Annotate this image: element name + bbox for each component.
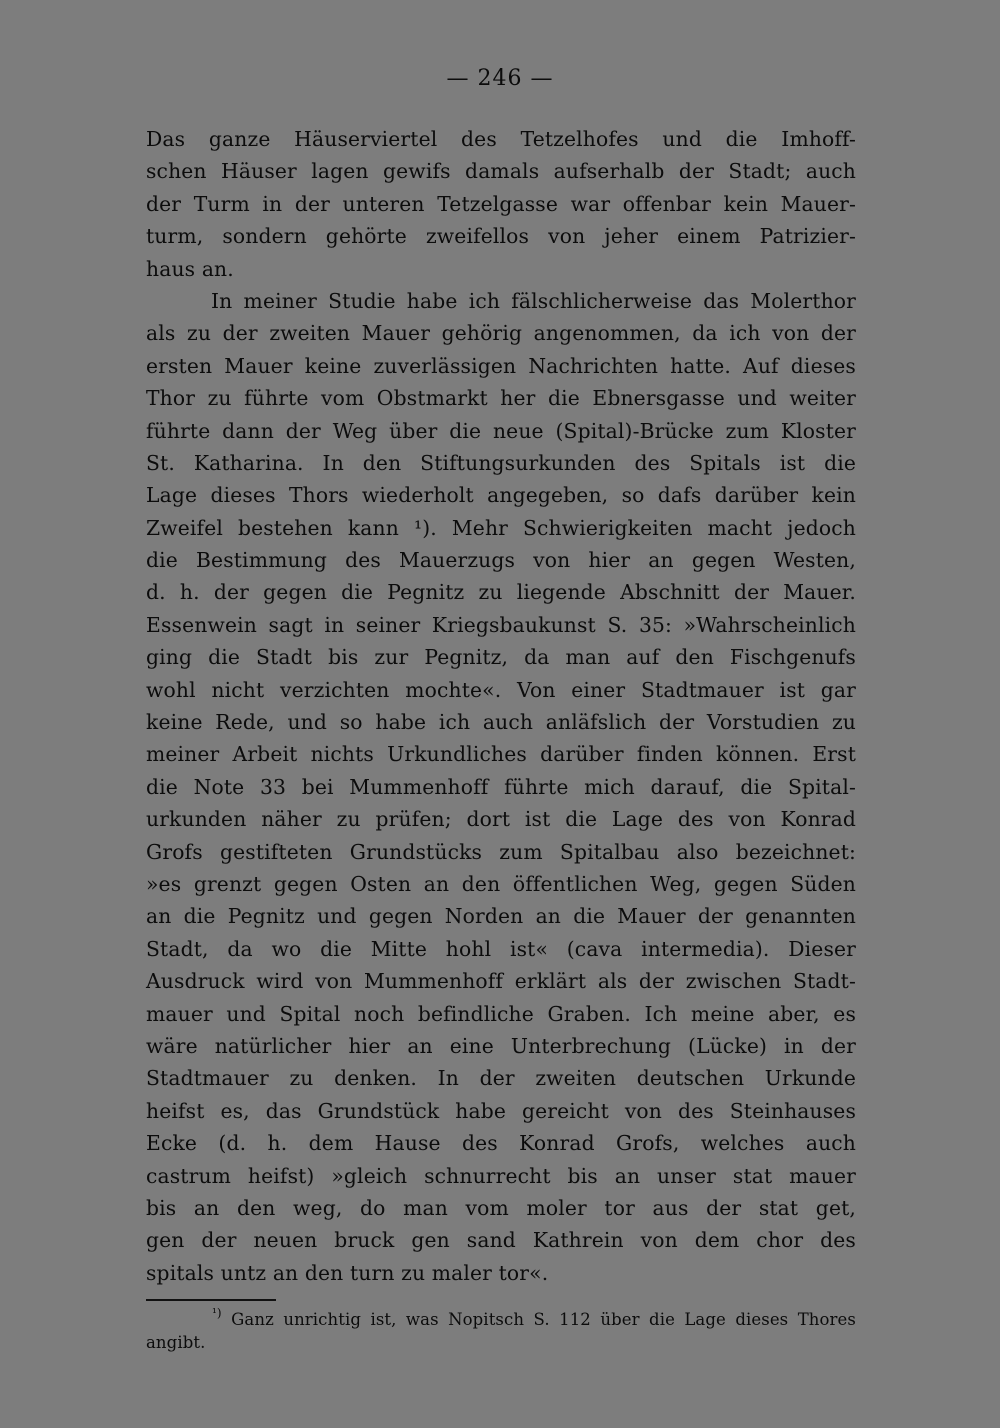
- footnote-marker: ¹): [212, 1305, 222, 1320]
- footnote-line: angibt.: [146, 1333, 206, 1352]
- text-line: meiner Arbeit nichts Urkundliches darüber finden können. Erst: [146, 742, 856, 767]
- text-line: die Bestimmung des Mauerzugs von hier an gegen Westen,: [146, 548, 856, 573]
- body-text: [146, 123, 856, 1289]
- text-line: heifst es, das Grundstück habe gereicht von des Steinhauses: [146, 1098, 856, 1123]
- text-line: wäre natürlicher hier an eine Unterbrechung (Lücke) in der: [146, 1033, 856, 1058]
- text-line: bis an den weg, do man vom moler tor aus der stat get,: [146, 1195, 856, 1220]
- text-line: ersten Mauer keine zuverlässigen Nachrichten hatte. Auf dieses: [146, 353, 856, 378]
- text-line: In meiner Studie habe ich fälschlicherweise das Molerthor: [211, 288, 856, 313]
- text-line: Grofs gestifteten Grundstücks zum Spitalbau also bezeichnet:: [146, 839, 856, 864]
- text-line: Zweifel bestehen kann ¹). Mehr Schwierigkeiten macht jedoch: [146, 515, 856, 540]
- text-line: an die Pegnitz und gegen Norden an die Mauer der genannten: [146, 904, 856, 929]
- text-line: mauer und Spital noch befindliche Graben. Ich meine aber, es: [146, 1001, 856, 1026]
- footnote-text: Ganz unrichtig ist, was Nopitsch S. 112 über die Lage dieses Thores: [231, 1310, 856, 1329]
- footnote-line: [146, 1305, 856, 1331]
- text-line: Ausdruck wird von Mummenhoff erklärt als der zwischen Stadt-: [146, 969, 856, 994]
- text-line: wohl nicht verzichten mochte«. Von einer Stadtmauer ist gar: [146, 677, 856, 702]
- text-line: Essenwein sagt in seiner Kriegsbaukunst S. 35: »Wahrscheinlich: [146, 612, 856, 637]
- text-line: die Note 33 bei Mummenhoff führte mich darauf, die Spital-: [146, 774, 856, 799]
- text-line: castrum heifst) »gleich schnurrecht bis an unser stat mauer: [146, 1163, 856, 1188]
- text-line: schen Häuser lagen gewifs damals aufserhalb der Stadt; auch: [146, 159, 856, 184]
- text-line: als zu der zweiten Mauer gehörig angenommen, da ich von der: [146, 321, 856, 346]
- text-line: gen der neuen bruck gen sand Kathrein von dem chor des: [146, 1228, 856, 1253]
- text-line: spitals untz an den turn zu maler tor«.: [146, 1260, 549, 1285]
- text-line: der Turm in der unteren Tetzelgasse war offenbar kein Mauer-: [146, 191, 856, 216]
- text-line: Das ganze Häuserviertel des Tetzelhofes und die Imhoff-: [146, 127, 856, 151]
- text-line: turm, sondern gehörte zweifellos von jeher einem Patrizier-: [146, 224, 856, 249]
- text-line: Lage dieses Thors wiederholt angegeben, so dafs darüber kein: [146, 483, 856, 508]
- text-line: St. Katharina. In den Stiftungsurkunden des Spitals ist die: [146, 450, 856, 475]
- text-line: führte dann der Weg über die neue (Spital)-Brücke zum Kloster: [146, 418, 856, 443]
- text-line: Thor zu führte vom Obstmarkt her die Ebnersgasse und weiter: [146, 386, 856, 411]
- text-line: ging die Stadt bis zur Pegnitz, da man auf den Fischgenufs: [146, 645, 856, 670]
- text-line: urkunden näher zu prüfen; dort ist die Lage des von Konrad: [146, 807, 856, 832]
- footnote: [146, 1305, 856, 1354]
- footnote-divider: [146, 1299, 276, 1301]
- text-line: keine Rede, und so habe ich auch anläfslich der Vorstudien zu: [146, 710, 856, 735]
- text-line: Stadt, da wo die Mitte hohl ist« (cava intermedia). Dieser: [146, 936, 856, 961]
- text-line: Ecke (d. h. dem Hause des Konrad Grofs, welches auch: [146, 1131, 856, 1156]
- page-number: — 246 —: [446, 66, 554, 91]
- text-line: Stadtmauer zu denken. In der zweiten deutschen Urkunde: [146, 1066, 856, 1091]
- text-line: haus an.: [146, 256, 234, 281]
- text-line: d. h. der gegen die Pegnitz zu liegende Abschnitt der Mauer.: [146, 580, 856, 605]
- text-line: »es grenzt gegen Osten an den öffentlichen Weg, gegen Süden: [146, 871, 856, 896]
